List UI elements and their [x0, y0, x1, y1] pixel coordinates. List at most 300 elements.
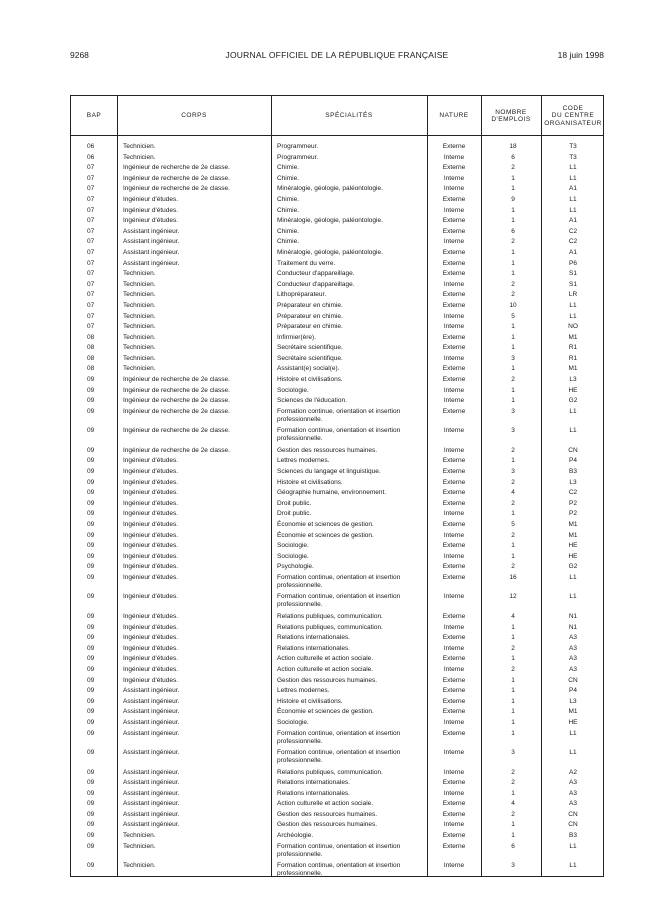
cell-nombre: 1 [511, 323, 515, 331]
cell-specialite: Relations internationales. [277, 789, 350, 797]
cell-bap: 09 [87, 821, 95, 829]
cell-bap: 07 [87, 238, 95, 246]
column-header-specialites: SPÉCIALITÉS [325, 112, 373, 120]
cell-specialite: Formation continue, orientation et insertion professionnelle. [277, 593, 401, 609]
table-row [71, 719, 603, 730]
table-row [71, 862, 603, 882]
cell-nombre: 1 [511, 697, 515, 705]
cell-code: T3 [569, 143, 577, 150]
table-row [71, 228, 603, 239]
cell-bap: 07 [87, 164, 95, 172]
table-row [71, 291, 603, 302]
cell-nombre: 2 [511, 238, 515, 246]
cell-corps: Ingénieur d'études. [123, 634, 179, 642]
cell-code: L3 [569, 697, 577, 705]
cell-corps: Assistant ingénieur. [123, 238, 180, 246]
cell-nombre: 2 [511, 478, 515, 486]
cell-corps: Ingénieur d'études. [123, 489, 179, 497]
cell-bap: 09 [87, 386, 95, 394]
cell-nature: Interne [443, 665, 465, 673]
cell-nature: Externe [442, 217, 466, 225]
cell-specialite: Sciences de l'éducation. [277, 397, 347, 405]
cell-corps: Technicien. [123, 354, 156, 362]
cell-code: P4 [569, 687, 577, 695]
cell-bap: 09 [87, 427, 95, 435]
cell-nature: Interne [443, 593, 465, 601]
cell-nature: Externe [442, 227, 466, 235]
cell-corps: Ingénieur d'études. [123, 612, 179, 620]
table-row [71, 730, 603, 750]
cell-code: C2 [568, 227, 578, 235]
cell-nombre: 1 [511, 623, 515, 631]
cell-corps: Assistant ingénieur. [123, 259, 180, 267]
cell-bap: 09 [87, 655, 95, 663]
table-row [71, 143, 603, 154]
cell-nombre: 1 [511, 729, 515, 737]
cell-specialite: Droit public. [277, 499, 312, 507]
cell-bap: 09 [87, 676, 95, 684]
cell-code: L1 [569, 842, 577, 850]
table-row [71, 344, 603, 355]
cell-specialite: Préparateur en chimie. [277, 312, 343, 320]
table-row [71, 811, 603, 822]
cell-specialite: Formation continue, orientation et insertion professionnelle. [277, 842, 401, 858]
cell-code: A1 [569, 217, 577, 225]
cell-corps: Ingénieur d'études. [123, 593, 179, 601]
cell-bap: 07 [87, 312, 95, 320]
cell-specialite: Chimie. [277, 227, 300, 235]
cell-specialite: Histoire et civilisations. [277, 697, 343, 705]
cell-specialite: Formation continue, orientation et insertion professionnelle. [277, 573, 401, 589]
cell-corps: Assistant ingénieur. [123, 227, 180, 235]
cell-specialite: Histoire et civilisations. [277, 376, 343, 384]
cell-nombre: 1 [511, 270, 515, 278]
table-row [71, 323, 603, 334]
table-row [71, 238, 603, 249]
cell-nombre: 1 [511, 821, 515, 829]
cell-nombre: 1 [511, 248, 515, 256]
cell-code: A3 [569, 665, 577, 673]
table-row [71, 260, 603, 271]
table-row [71, 843, 603, 863]
cell-code: HE [568, 718, 578, 726]
cell-corps: Ingénieur d'études. [123, 457, 179, 465]
cell-specialite: Droit public. [277, 510, 312, 518]
cell-nature: Externe [442, 376, 466, 384]
table-row [71, 500, 603, 511]
table-row [71, 708, 603, 719]
table-row [71, 489, 603, 500]
page-number: 9268 [70, 50, 89, 60]
cell-nombre: 1 [511, 333, 515, 341]
cell-bap: 06 [87, 153, 95, 161]
cell-corps: Assistant ingénieur. [123, 789, 180, 797]
table-row [71, 613, 603, 624]
table-row [71, 800, 603, 811]
column-header-nature: NATURE [439, 112, 469, 120]
cell-bap: 09 [87, 552, 95, 560]
cell-corps: Assistant ingénieur. [123, 697, 180, 705]
cell-nature: Externe [442, 573, 466, 581]
cell-nature: Externe [442, 333, 466, 341]
cell-code: R1 [568, 344, 578, 352]
cell-nature: Externe [442, 270, 466, 278]
cell-specialite: Économie et sciences de gestion. [277, 531, 374, 539]
cell-corps: Ingénieur de recherche de 2e classe. [123, 446, 230, 454]
cell-code: P4 [569, 457, 577, 465]
cell-code: M1 [568, 365, 578, 373]
cell-corps: Technicien. [123, 280, 156, 288]
table-row [71, 532, 603, 543]
cell-specialite: Minéralogie, géologie, paléontologie. [277, 185, 383, 193]
cell-code: C2 [568, 489, 578, 497]
cell-specialite: Relations internationales. [277, 634, 350, 642]
table-body [71, 143, 603, 882]
table-row [71, 749, 603, 769]
cell-nature: Interne [443, 862, 465, 870]
cell-specialite: Gestion des ressources humaines. [277, 676, 378, 684]
table-row [71, 175, 603, 186]
cell-specialite: Formation continue, orientation et insertion professionnelle. [277, 427, 401, 443]
cell-code: NO [568, 323, 578, 331]
cell-code: A3 [569, 655, 577, 663]
cell-corps: Ingénieur d'études. [123, 217, 179, 225]
cell-code: HE [568, 552, 578, 560]
cell-specialite: Action culturelle et action sociale. [277, 800, 374, 808]
cell-nombre: 2 [511, 499, 515, 507]
cell-nature: Externe [442, 697, 466, 705]
cell-bap: 09 [87, 800, 95, 808]
cell-nature: Interne [443, 397, 465, 405]
table-row [71, 154, 603, 165]
cell-nature: Interne [443, 446, 465, 454]
cell-specialite: Gestion des ressources humaines. [277, 810, 378, 818]
cell-nature: Interne [443, 623, 465, 631]
cell-nombre: 5 [511, 312, 515, 320]
cell-code: B3 [569, 468, 577, 476]
cell-corps: Technicien. [123, 333, 156, 341]
table-row [71, 779, 603, 790]
table-row [71, 677, 603, 688]
cell-nature: Interne [443, 427, 465, 435]
cell-corps: Ingénieur d'études. [123, 542, 179, 550]
cell-nombre: 3 [511, 427, 515, 435]
cell-bap: 09 [87, 499, 95, 507]
table-row [71, 376, 603, 387]
table-row [71, 479, 603, 490]
cell-code: L1 [569, 862, 577, 870]
cell-bap: 09 [87, 810, 95, 818]
cell-corps: Technicien. [123, 842, 156, 850]
cell-code: CN [568, 821, 578, 829]
cell-nombre: 1 [511, 386, 515, 394]
cell-nombre: 9 [511, 195, 515, 203]
cell-nombre: 18 [509, 143, 517, 150]
cell-code: L1 [569, 573, 577, 581]
cell-corps: Ingénieur d'études. [123, 478, 179, 486]
cell-bap: 08 [87, 365, 95, 373]
cell-bap: 09 [87, 832, 95, 840]
cell-corps: Technicien. [123, 862, 156, 870]
cell-nombre: 1 [511, 634, 515, 642]
cell-corps: Ingénieur de recherche de 2e classe. [123, 427, 230, 435]
cell-corps: Ingénieur d'études. [123, 655, 179, 663]
cell-nature: Externe [442, 676, 466, 684]
cell-bap: 09 [87, 489, 95, 497]
cell-nombre: 3 [511, 407, 515, 415]
table-row [71, 427, 603, 447]
cell-bap: 09 [87, 749, 95, 756]
cell-nombre: 1 [511, 718, 515, 726]
cell-specialite: Secrétaire scientifique. [277, 354, 343, 362]
table-row [71, 365, 603, 376]
cell-bap: 07 [87, 270, 95, 278]
column-header-code: CODE DU CENTRE ORGANISATEUR [544, 104, 602, 127]
cell-bap: 09 [87, 612, 95, 620]
cell-bap: 09 [87, 593, 95, 601]
cell-code: LR [568, 291, 578, 299]
cell-nombre: 6 [511, 153, 515, 161]
cell-bap: 09 [87, 521, 95, 528]
cell-nature: Externe [442, 301, 466, 309]
cell-nature: Externe [442, 708, 466, 716]
cell-specialite: Relations internationales. [277, 644, 350, 652]
cell-specialite: Relations publiques, communication. [277, 612, 383, 620]
cell-nombre: 2 [511, 376, 515, 384]
cell-corps: Ingénieur d'études. [123, 521, 179, 528]
cell-nombre: 1 [511, 832, 515, 840]
cell-code: CN [568, 676, 578, 684]
cell-code: M1 [568, 333, 578, 341]
table-row [71, 542, 603, 553]
cell-nombre: 2 [511, 531, 515, 539]
cell-corps: Assistant ingénieur. [123, 768, 180, 776]
cell-nombre: 16 [509, 573, 517, 581]
cell-bap: 09 [87, 468, 95, 476]
cell-code: P2 [569, 499, 577, 507]
cell-nature: Externe [442, 521, 466, 528]
page-header [70, 50, 604, 64]
cell-corps: Ingénieur d'études. [123, 573, 179, 581]
cell-nombre: 1 [511, 552, 515, 560]
table-row [71, 185, 603, 196]
cell-nature: Interne [443, 312, 465, 320]
cell-nombre: 10 [509, 301, 517, 309]
table-row [71, 281, 603, 292]
cell-nature: Externe [442, 800, 466, 808]
cell-bap: 07 [87, 248, 95, 256]
cell-code: A3 [569, 800, 577, 808]
table-row [71, 698, 603, 709]
cell-corps: Ingénieur de recherche de 2e classe. [123, 397, 230, 405]
cell-code: A1 [569, 248, 577, 256]
cell-specialite: Minéralogie, géologie, paléontologie. [277, 217, 383, 225]
cell-corps: Technicien. [123, 323, 156, 331]
cell-corps: Technicien. [123, 153, 156, 161]
cell-code: L1 [569, 593, 577, 601]
cell-nombre: 6 [511, 842, 515, 850]
cell-specialite: Géographie humaine, environnement. [277, 489, 387, 497]
cell-bap: 09 [87, 397, 95, 405]
cell-specialite: Économie et sciences de gestion. [277, 708, 374, 716]
cell-nature: Externe [442, 478, 466, 486]
cell-nombre: 1 [511, 655, 515, 663]
table-row [71, 687, 603, 698]
table-row [71, 334, 603, 345]
cell-bap: 09 [87, 842, 95, 850]
column-header-corps: CORPS [181, 112, 207, 120]
cell-corps: Technicien. [123, 270, 156, 278]
cell-nature: Interne [443, 821, 465, 829]
cell-nombre: 1 [511, 206, 515, 214]
cell-specialite: Sciences du langage et linguistique. [277, 468, 381, 476]
cell-nature: Externe [442, 499, 466, 507]
cell-code: B3 [569, 832, 577, 840]
cell-specialite: Lettres modernes. [277, 687, 330, 695]
cell-corps: Technicien. [123, 301, 156, 309]
cell-specialite: Formation continue, orientation et insertion professionnelle. [277, 729, 401, 745]
cell-code: L1 [569, 427, 577, 435]
column-header-nombre: NOMBRE D'EMPLOIS [491, 108, 531, 123]
cell-nombre: 1 [511, 457, 515, 465]
cell-specialite: Assistant(e) social(e). [277, 365, 340, 373]
cell-nature: Externe [442, 810, 466, 818]
table-row [71, 249, 603, 260]
cell-corps: Ingénieur d'études. [123, 510, 179, 518]
cell-specialite: Chimie. [277, 206, 300, 214]
cell-code: A2 [569, 768, 577, 776]
cell-corps: Ingénieur de recherche de 2e classe. [123, 407, 230, 415]
cell-nature: Externe [442, 842, 466, 850]
cell-nature: Externe [442, 291, 466, 299]
table-row [71, 270, 603, 281]
table-row [71, 397, 603, 408]
cell-corps: Ingénieur de recherche de 2e classe. [123, 376, 230, 384]
table-row [71, 468, 603, 479]
cell-nombre: 2 [511, 810, 515, 818]
cell-code: L3 [569, 478, 577, 486]
cell-specialite: Traitement du verre. [277, 259, 336, 267]
cell-specialite: Formation continue, orientation et insertion professionnelle. [277, 407, 401, 423]
table-row [71, 574, 603, 594]
cell-corps: Technicien. [123, 291, 156, 299]
cell-code: L1 [569, 749, 577, 756]
cell-nature: Externe [442, 832, 466, 840]
cell-nature: Externe [442, 143, 466, 150]
cell-bap: 09 [87, 779, 95, 787]
cell-code: M1 [568, 708, 578, 716]
cell-bap: 09 [87, 862, 95, 870]
cell-corps: Ingénieur d'études. [123, 195, 179, 203]
cell-bap: 07 [87, 185, 95, 193]
cell-specialite: Chimie. [277, 174, 300, 182]
cell-code: CN [568, 810, 578, 818]
cell-corps: Ingénieur d'études. [123, 468, 179, 476]
cell-specialite: Sociologie. [277, 386, 309, 394]
cell-code: A1 [569, 185, 577, 193]
cell-corps: Assistant ingénieur. [123, 248, 180, 256]
cell-nombre: 1 [511, 510, 515, 518]
cell-code: L1 [569, 164, 577, 172]
publication-date: 18 juin 1998 [557, 50, 604, 60]
cell-nombre: 2 [511, 280, 515, 288]
cell-nature: Interne [443, 749, 465, 756]
cell-corps: Assistant ingénieur. [123, 810, 180, 818]
cell-corps: Assistant ingénieur. [123, 749, 180, 756]
cell-code: M1 [568, 531, 578, 539]
cell-corps: Ingénieur d'études. [123, 552, 179, 560]
cell-corps: Ingénieur d'études. [123, 644, 179, 652]
cell-code: A3 [569, 634, 577, 642]
cell-nombre: 2 [511, 563, 515, 571]
cell-nombre: 2 [511, 768, 515, 776]
table-row [71, 164, 603, 175]
cell-nombre: 1 [511, 397, 515, 405]
cell-nature: Externe [442, 259, 466, 267]
table-row [71, 302, 603, 313]
cell-bap: 09 [87, 644, 95, 652]
cell-nature: Externe [442, 542, 466, 550]
cell-nature: Interne [443, 510, 465, 518]
cell-bap: 07 [87, 301, 95, 309]
cell-bap: 09 [87, 446, 95, 454]
cell-corps: Assistant ingénieur. [123, 779, 180, 787]
cell-nature: Interne [443, 153, 465, 161]
cell-code: L1 [569, 312, 577, 320]
cell-nature: Interne [443, 644, 465, 652]
cell-code: P6 [569, 259, 577, 267]
cell-nature: Interne [443, 323, 465, 331]
cell-bap: 07 [87, 217, 95, 225]
cell-corps: Technicien. [123, 143, 156, 150]
cell-specialite: Formation continue, orientation et insertion professionnelle. [277, 862, 401, 878]
cell-specialite: Préparateur en chimie. [277, 323, 343, 331]
cell-nombre: 4 [511, 800, 515, 808]
cell-code: L1 [569, 206, 577, 214]
cell-bap: 08 [87, 344, 95, 352]
cell-specialite: Gestion des ressources humaines. [277, 446, 378, 454]
cell-specialite: Minéralogie, géologie, paléontologie. [277, 248, 383, 256]
cell-code: L1 [569, 729, 577, 737]
cell-code: C2 [568, 238, 578, 246]
cell-nombre: 2 [511, 446, 515, 454]
cell-code: R1 [568, 354, 578, 362]
cell-nombre: 4 [511, 612, 515, 620]
cell-bap: 09 [87, 665, 95, 673]
cell-specialite: Histoire et civilisations. [277, 478, 343, 486]
column-header-bap: BAP [86, 112, 102, 120]
cell-code: L1 [569, 301, 577, 309]
table-header [71, 96, 603, 136]
cell-bap: 07 [87, 291, 95, 299]
table-row [71, 553, 603, 564]
cell-corps: Ingénieur de recherche de 2e classe. [123, 386, 230, 394]
cell-bap: 07 [87, 206, 95, 214]
cell-bap: 07 [87, 259, 95, 267]
cell-nombre: 2 [511, 644, 515, 652]
cell-nature: Externe [442, 468, 466, 476]
cell-nature: Interne [443, 238, 465, 246]
cell-corps: Technicien. [123, 832, 156, 840]
table-row [71, 457, 603, 468]
table-row [71, 387, 603, 398]
cell-bap: 07 [87, 323, 95, 331]
cell-nombre: 6 [511, 227, 515, 235]
cell-code: A3 [569, 644, 577, 652]
cell-nombre: 1 [511, 687, 515, 695]
cell-code: L1 [569, 407, 577, 415]
cell-specialite: Conducteur d'appareillage. [277, 280, 355, 288]
